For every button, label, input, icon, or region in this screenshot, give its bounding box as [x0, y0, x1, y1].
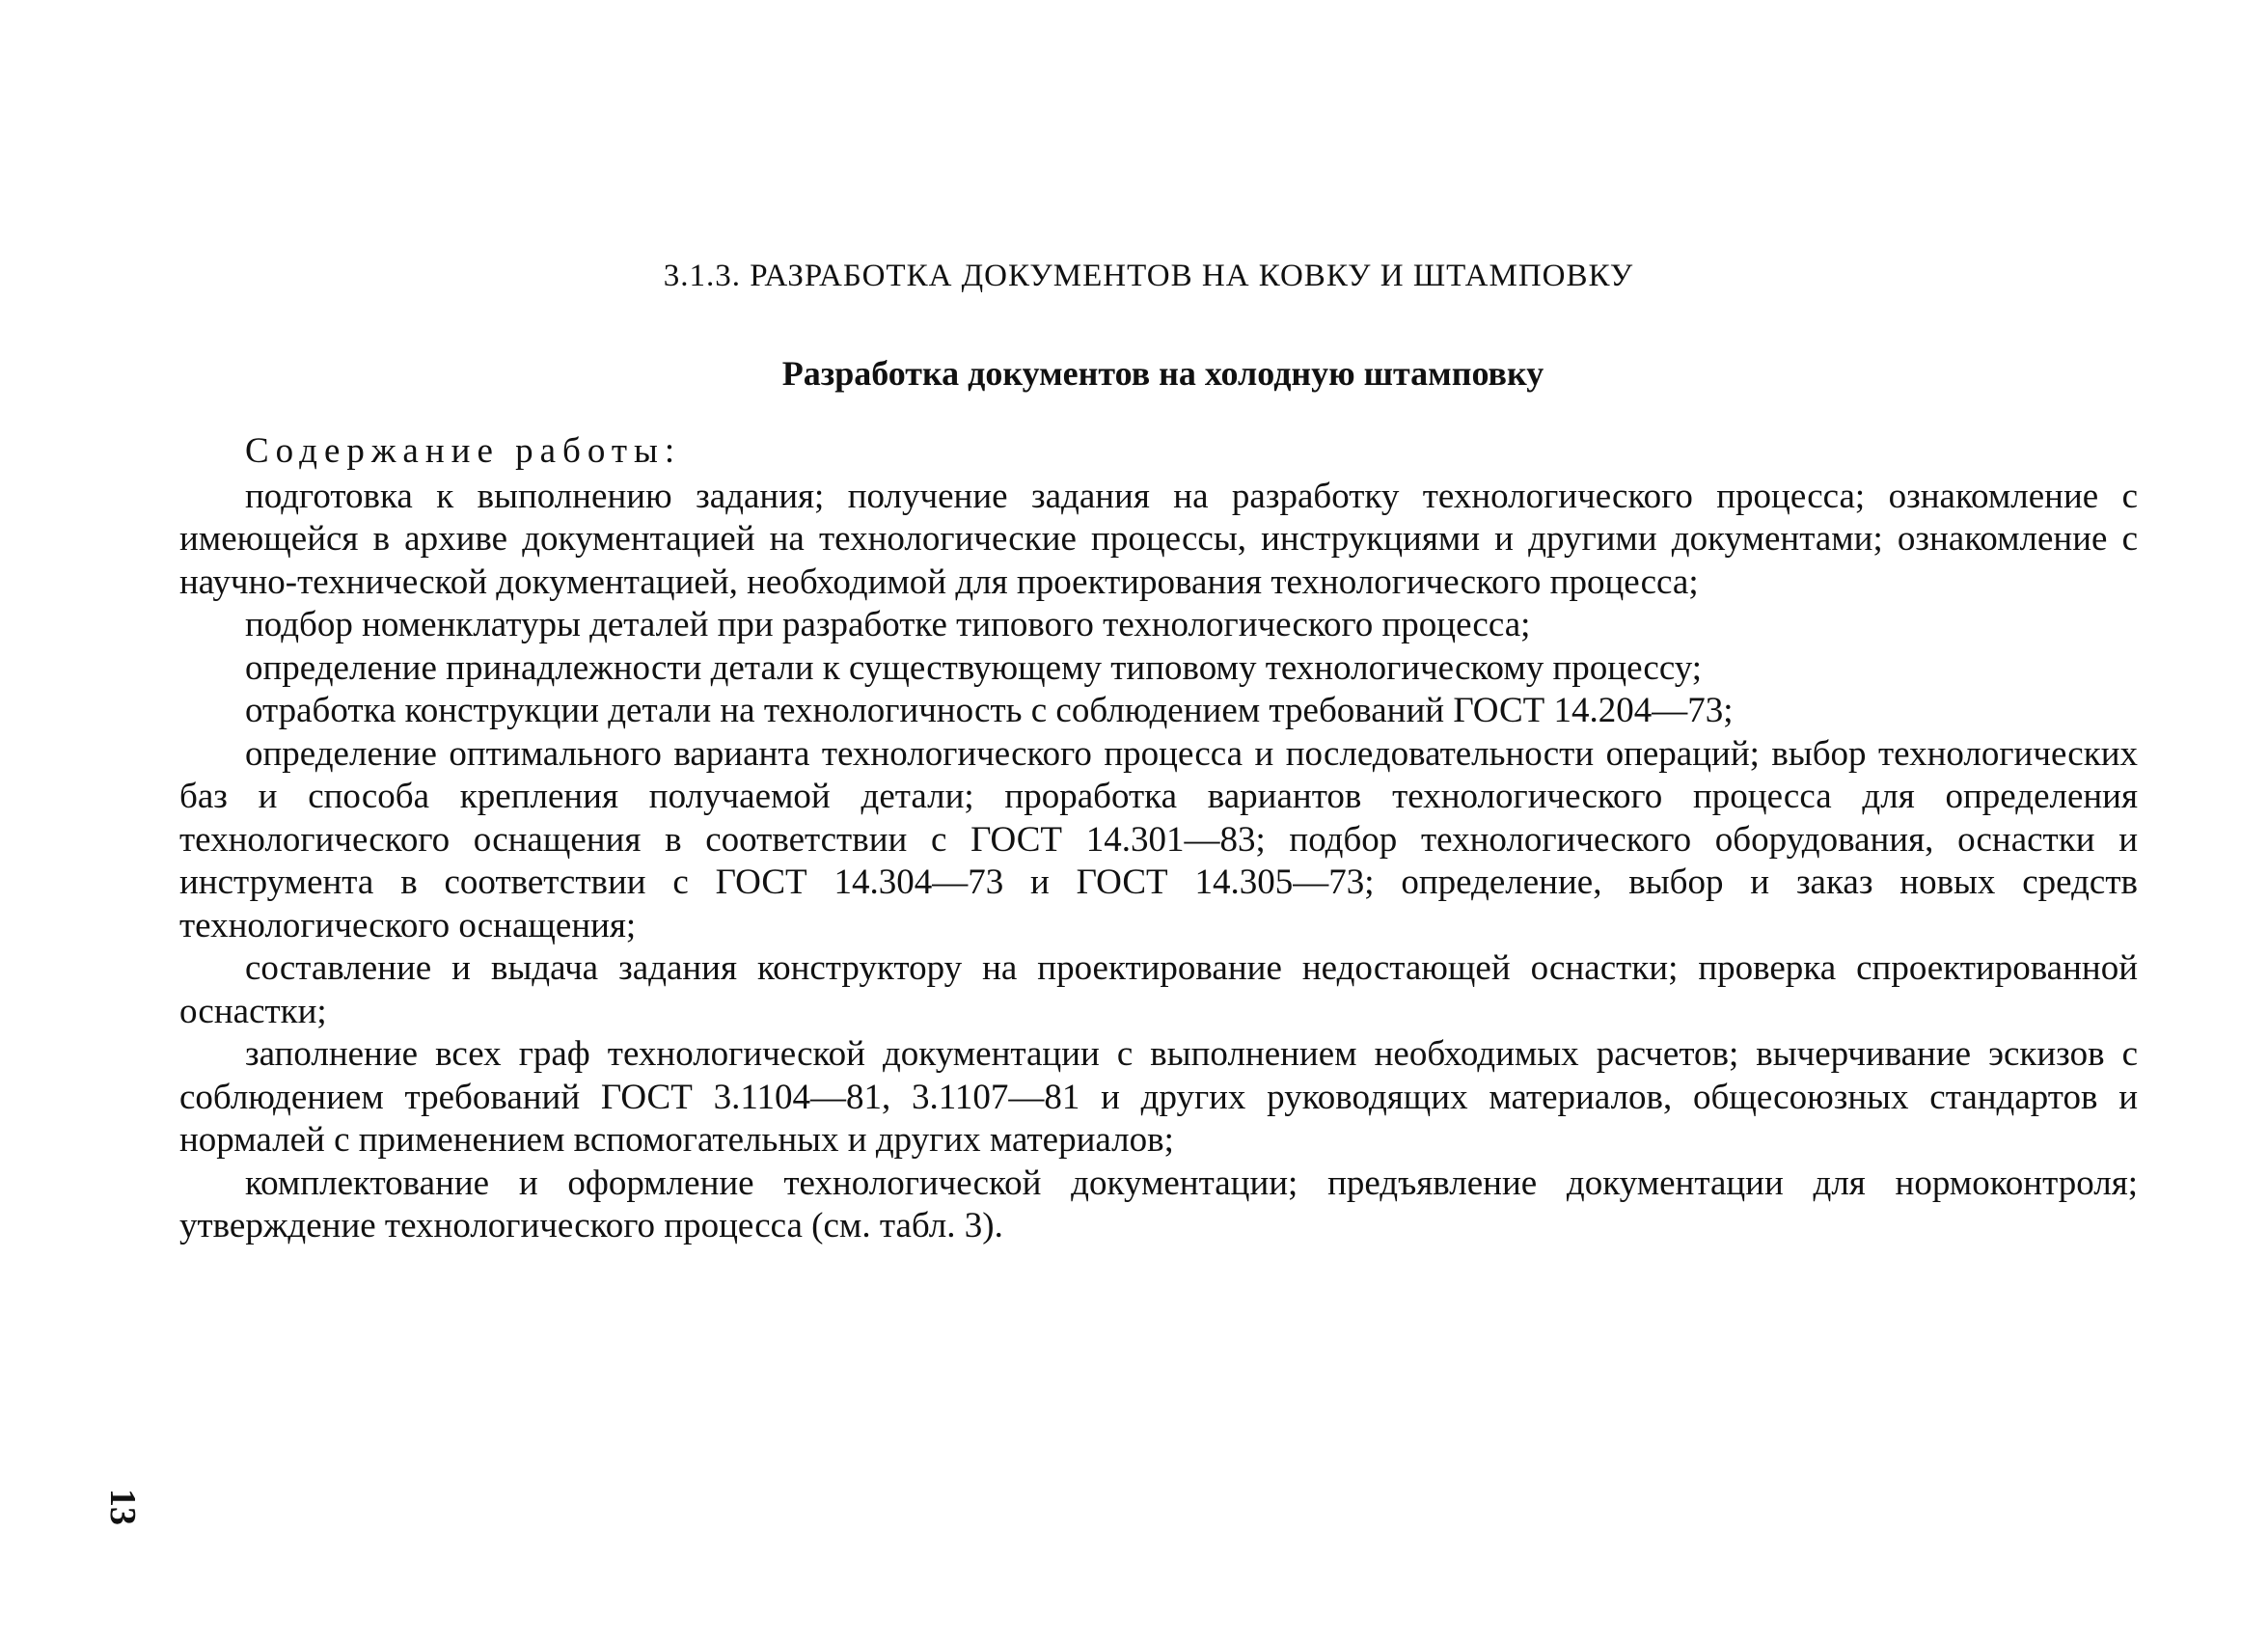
paragraph: определение принадлежности детали к существующему типовому технологическому процессу;: [245, 647, 1703, 688]
paragraph: составление и выдача задания конструктору на проектирование недостающей оснастки; проверка спроектированной оснастки;: [179, 948, 2138, 1031]
paragraph: подготовка к выполнению задания; получение задания на разработку технологического процесса; ознакомление с имеющейся в архиве документацией на технологические процессы, инструкциями и другими документами; ознакомление с научно-технической документацией, необходимой для проектирования технологического процесса;: [179, 476, 2138, 602]
section-title: 3.1.3. РАЗРАБОТКА ДОКУМЕНТОВ НА КОВКУ И ШТАМПОВКУ: [663, 259, 1634, 293]
content-heading: Содержание работы:: [245, 431, 682, 471]
paragraph: определение оптимального варианта технологического процесса и последовательности операций; выбор технологических баз и способа крепления получаемой детали; проработка вариантов технологического процесса для определения технологического оснащения в соответствии с ГОСТ 14.301—83; подбор технологического оборудования, оснастки и инструмента в соответствии с ГОСТ 14.304—73 и ГОСТ 14.305—73; определение, выбор и заказ новых средств технологического оснащения;: [179, 733, 2138, 945]
paragraph: заполнение всех граф технологической документации с выполнением необходимых расчетов; вычерчивание эскизов с соблюдением требований ГОСТ 3.1104—81, 3.1107—81 и других руководящих материалов, общесоюзных стандартов и нормалей с применением вспомогательных и других материалов;: [179, 1034, 2138, 1160]
content-body: [179, 430, 2138, 1248]
paragraph: отработка конструкции детали на технологичность с соблюдением требований ГОСТ 14.204—73;: [245, 691, 1734, 730]
subtitle: Разработка документов на холодную штамповку: [781, 354, 1544, 393]
page-number: 13: [102, 1489, 143, 1525]
paragraph: подбор номенклатуры деталей при разработке типового технологического процесса;: [245, 605, 1531, 644]
paragraph: комплектование и оформление технологической документации; предъявление документации для нормоконтроля; утверждение технологического процесса (см. табл. 3).: [179, 1163, 2138, 1245]
